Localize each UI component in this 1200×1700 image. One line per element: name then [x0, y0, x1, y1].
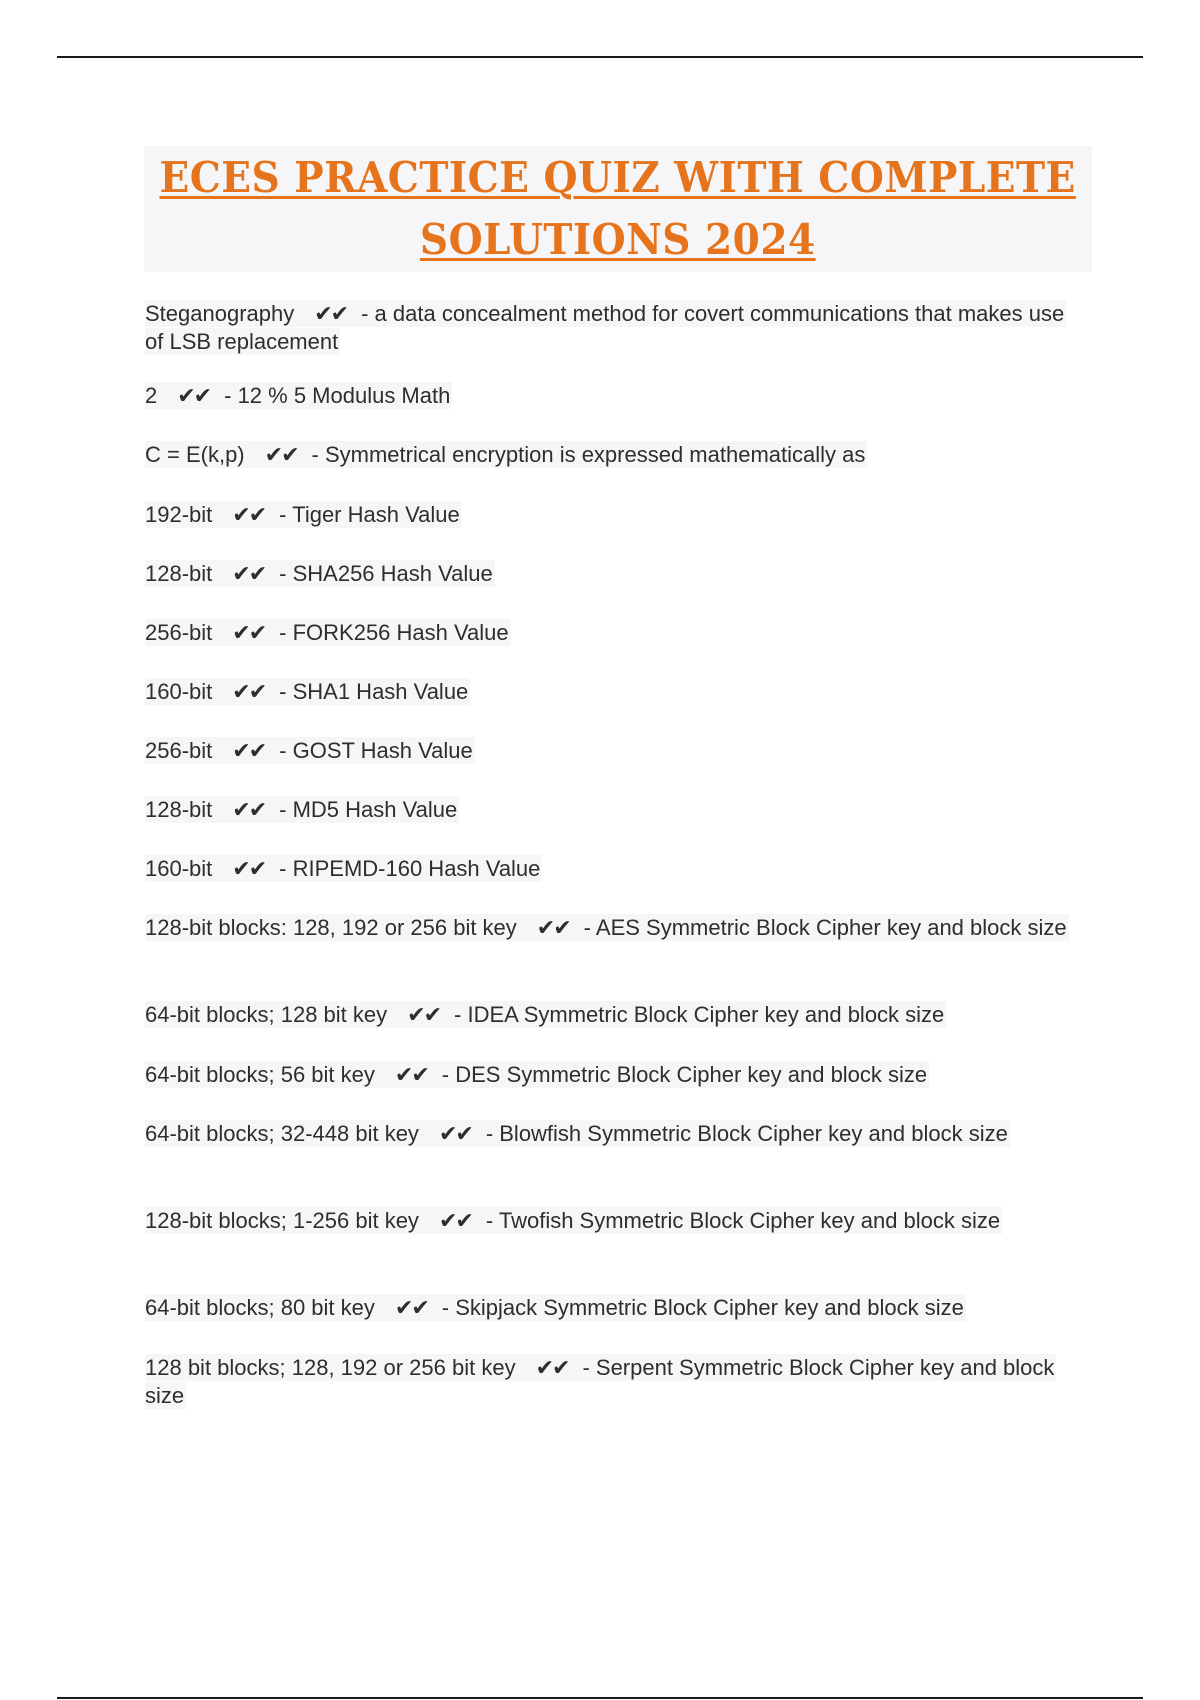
qa-item [145, 1061, 929, 1089]
qa-definition: - MD5 Hash Value [279, 797, 458, 822]
qa-item [145, 855, 542, 883]
top-rule [57, 56, 1143, 58]
qa-definition: - SHA1 Hash Value [279, 679, 469, 704]
qa-item [145, 300, 1075, 356]
qa-definition: - DES Symmetric Block Cipher key and block size [441, 1062, 928, 1087]
qa-item [145, 619, 511, 647]
qa-definition: - RIPEMD-160 Hash Value [279, 856, 541, 881]
qa-item [145, 441, 867, 469]
qa-term: 128-bit [145, 797, 213, 822]
double-check-icon: ✔✔ [438, 1121, 472, 1146]
qa-term: 256-bit [145, 620, 213, 645]
double-check-icon: ✔✔ [232, 502, 266, 527]
double-check-icon: ✔✔ [314, 301, 348, 326]
qa-item [145, 1001, 946, 1029]
qa-item [145, 1354, 1075, 1410]
qa-term: 128 bit blocks; 128, 192 or 256 bit key [145, 1355, 516, 1380]
double-check-icon: ✔✔ [536, 915, 570, 940]
qa-item [145, 382, 452, 410]
qa-item [145, 796, 459, 824]
qa-definition: - 12 % 5 Modulus Math [224, 383, 451, 408]
qa-item [145, 560, 495, 588]
qa-term: 160-bit [145, 856, 213, 881]
qa-item [145, 1294, 966, 1322]
qa-definition: - Blowfish Symmetric Block Cipher key and block size [485, 1121, 1008, 1146]
double-check-icon: ✔✔ [535, 1355, 569, 1380]
qa-term: Steganography [145, 301, 295, 326]
qa-definition: - Tiger Hash Value [279, 502, 460, 527]
document-title-line-2: SOLUTIONS 2024 [420, 215, 816, 264]
qa-definition: - FORK256 Hash Value [279, 620, 509, 645]
double-check-icon: ✔✔ [394, 1295, 428, 1320]
double-check-icon: ✔✔ [232, 797, 266, 822]
qa-item [145, 737, 475, 765]
qa-term: C = E(k,p) [145, 442, 245, 467]
qa-term: 128-bit blocks: 128, 192 or 256 bit key [145, 915, 517, 940]
qa-item [145, 678, 470, 706]
qa-item [145, 1207, 1002, 1235]
qa-term: 256-bit [145, 738, 213, 763]
qa-term: 64-bit blocks; 80 bit key [145, 1295, 375, 1320]
double-check-icon: ✔✔ [177, 383, 211, 408]
double-check-icon: ✔✔ [232, 738, 266, 763]
double-check-icon: ✔✔ [438, 1208, 472, 1233]
bottom-rule [57, 1697, 1143, 1699]
double-check-icon: ✔✔ [232, 856, 266, 881]
qa-item [145, 1120, 1010, 1148]
qa-definition: - Twofish Symmetric Block Cipher key and block size [485, 1208, 1001, 1233]
double-check-icon: ✔✔ [232, 620, 266, 645]
double-check-icon: ✔✔ [407, 1002, 441, 1027]
qa-term: 64-bit blocks; 56 bit key [145, 1062, 375, 1087]
qa-item [145, 914, 1069, 942]
qa-term: 128-bit blocks; 1-256 bit key [145, 1208, 419, 1233]
qa-term: 64-bit blocks; 32-448 bit key [145, 1121, 419, 1146]
double-check-icon: ✔✔ [264, 442, 298, 467]
qa-definition: - GOST Hash Value [279, 738, 473, 763]
qa-definition: - a data concealment method for covert communications that makes use of LSB replacement [145, 301, 1065, 354]
qa-item [145, 501, 462, 529]
qa-definition: - Symmetrical encryption is expressed mathematically as [311, 442, 866, 467]
qa-term: 64-bit blocks; 128 bit key [145, 1002, 388, 1027]
double-check-icon: ✔✔ [232, 561, 266, 586]
qa-definition: - Skipjack Symmetric Block Cipher key and block size [441, 1295, 964, 1320]
document-title-line-1: ECES PRACTICE QUIZ WITH COMPLETE [159, 153, 1077, 202]
qa-term: 128-bit [145, 561, 213, 586]
qa-definition: - Serpent Symmetric Block Cipher key and block size [145, 1355, 1055, 1408]
double-check-icon: ✔✔ [232, 679, 266, 704]
qa-term: 2 [145, 383, 158, 408]
double-check-icon: ✔✔ [394, 1062, 428, 1087]
qa-term: 160-bit [145, 679, 213, 704]
qa-definition: - IDEA Symmetric Block Cipher key and block size [454, 1002, 945, 1027]
document-title-box [144, 146, 1092, 272]
qa-definition: - AES Symmetric Block Cipher key and block size [583, 915, 1067, 940]
qa-term: 192-bit [145, 502, 213, 527]
qa-definition: - SHA256 Hash Value [279, 561, 493, 586]
